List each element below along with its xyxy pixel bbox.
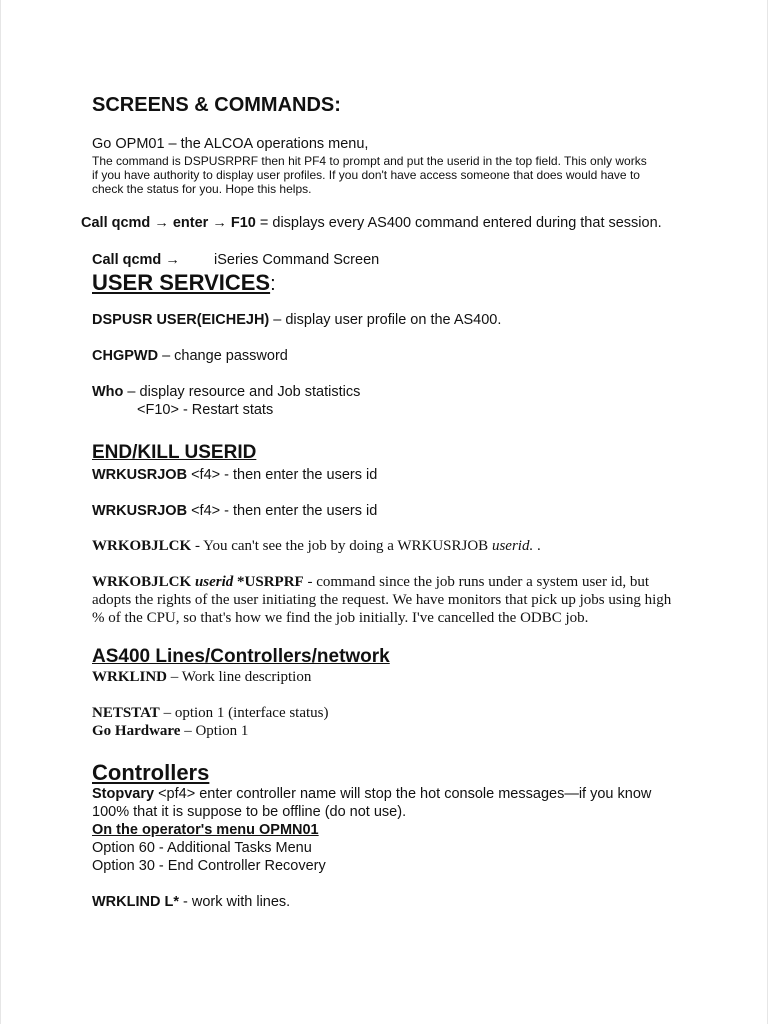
section-heading-lines: AS400 Lines/Controllers/network [92,646,390,667]
wrkusrjob-line-1: WRKUSRJOB <f4> - then enter the users id [92,467,378,483]
stopvary-line-2: 100% that it is suppose to be offline (do not use). [92,804,407,820]
who-restart-stats: <F10> - Restart stats [137,402,274,418]
qcmd-f10-description: = displays every AS400 command entered during that session. [255,215,662,231]
option-30: Option 30 - End Controller Recovery [92,858,326,874]
stopvary-line-1: Stopvary <pf4> enter controller name will stop the hot console messages—if you know [92,786,652,802]
wrkobjlck-usrprf-line-1: WRKOBJLCK userid *USRPRF - command since the job runs under a system user id, but [92,574,650,590]
qcmd-f10-line [81,215,662,231]
option-60: Option 60 - Additional Tasks Menu [92,840,312,856]
section-heading-screens: SCREENS & COMMANDS: [92,94,341,116]
go-hardware-line: Go Hardware – Option 1 [92,723,249,739]
wrklind-line: WRKLIND – Work line description [92,669,312,685]
note-line-1: The command is DSPUSRPRF then hit PF4 to prompt and put the userid in the top field. This only works [92,154,647,168]
go-opm01-line: Go OPM01 – the ALCOA operations menu, [92,136,369,152]
wrkobjlck-usrprf-line-2: adopts the rights of the user initiating the request. We have monitors that pick up jobs using high [92,592,672,608]
netstat-line: NETSTAT – option 1 (interface status) [92,705,329,721]
qcmd-screen-description: iSeries Command Screen [214,252,380,268]
wrkobjlck-line-1: WRKOBJLCK - You can't see the job by doing a WRKUSRJOB userid. . [92,538,541,554]
note-line-2: if you have authority to display user profiles. If you don't have access someone that does would have to [92,168,640,182]
note-line-3: check the status for you. Hope this helps. [92,182,312,196]
wrkusrjob-line-2: WRKUSRJOB <f4> - then enter the users id [92,503,378,519]
who-line: Who – display resource and Job statistics [92,384,361,400]
scan-edge-left [0,0,1,1024]
section-heading-end-kill: END/KILL USERID [92,442,257,463]
chgpwd-line: CHGPWD – change password [92,348,288,364]
qcmd-screen-command: Call qcmd → [92,252,180,268]
section-heading-controllers: Controllers [92,760,210,785]
wrklind-lines-line: WRKLIND L* - work with lines. [92,894,291,910]
operator-menu-heading: On the operator's menu OPMN01 [92,822,319,838]
dspusr-line: DSPUSR USER(EICHEJH) – display user profile on the AS400. [92,312,502,328]
section-heading-user-services: USER SERVICES: [92,270,276,295]
qcmd-f10-command: Call qcmd → enter → F10 [81,215,256,231]
wrkobjlck-usrprf-line-3: % of the CPU, so that's how we find the job initially. I've cancelled the ODBC job. [92,610,589,626]
